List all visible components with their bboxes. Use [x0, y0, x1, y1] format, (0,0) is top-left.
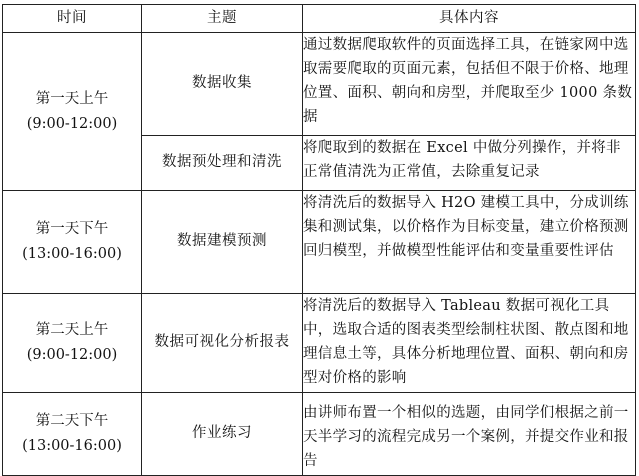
time-cell — [3, 191, 142, 294]
time-label: 第二天上午 — [35, 322, 109, 339]
time-range: (9:00-12:00) — [26, 115, 118, 132]
time-label: 第一天上午 — [35, 90, 109, 107]
time-range: (13:00-16:00) — [22, 246, 122, 262]
topic-cell: 数据可视化分析报表 — [142, 294, 303, 393]
header-row — [3, 5, 636, 33]
header-time: 时间 — [3, 5, 142, 33]
content-cell: 将爬取到的数据在 Excel 中做分列操作，并将非正常值清洗为正常值，去除重复记录 — [303, 136, 636, 191]
content-cell: 由讲师布置一个相似的选题，由同学们根据之前一天半学习的流程完成另一个案例，并提交作业和报告 — [303, 393, 636, 476]
table-row — [3, 294, 636, 393]
time-range: (13:00-16:00) — [22, 438, 122, 454]
course-schedule-table — [2, 4, 636, 476]
content-cell: 将清洗后的数据导入 Tableau 数据可视化工具中，选取合适的图表类型绘制柱状图、散点图和地理信息土等，具体分析地理位置、面积、朝向和房型对价格的影响 — [303, 294, 636, 393]
topic-cell: 数据预处理和清洗 — [142, 136, 303, 191]
time-label: 第二天下午 — [35, 413, 109, 430]
header-topic: 主题 — [142, 5, 303, 33]
topic-cell: 作业练习 — [142, 393, 303, 476]
time-cell — [3, 393, 142, 476]
table-row — [3, 191, 636, 294]
topic-cell: 数据收集 — [142, 33, 303, 136]
table-row — [3, 393, 636, 476]
header-content: 具体内容 — [303, 5, 636, 33]
content-cell: 通过数据爬取软件的页面选择工具，在链家网中选取需要爬取的页面元素，包括但不限于价格、地理位置、面积、朝向和房型，并爬取至少 1000 条数据 — [303, 33, 636, 136]
content-cell: 将清洗后的数据导入 H2O 建模工具中，分成训练集和测试集，以价格作为目标变量，建立价格预测回归模型，并做模型性能评估和变量重要性评估 — [303, 191, 636, 294]
table-row — [3, 33, 636, 136]
topic-cell: 数据建模预测 — [142, 191, 303, 294]
time-range: (9:00-12:00) — [26, 347, 118, 363]
time-label: 第一天下午 — [35, 221, 109, 238]
time-cell — [3, 294, 142, 393]
time-cell — [3, 33, 142, 191]
